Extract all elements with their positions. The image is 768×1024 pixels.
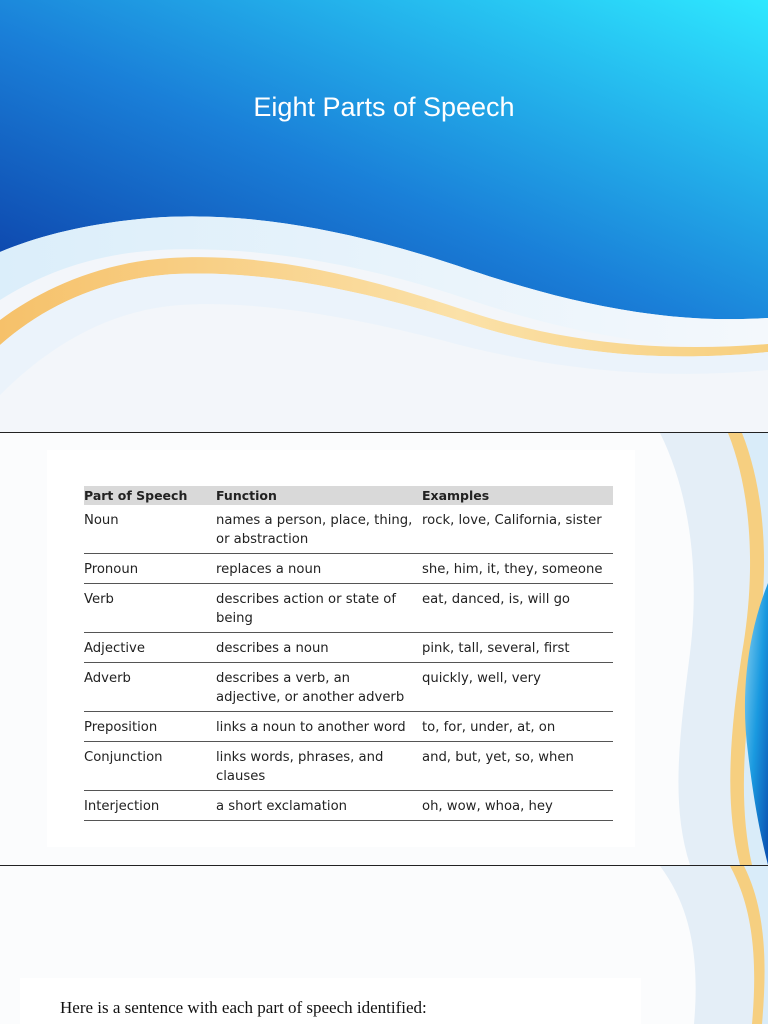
header-function: Function [216, 486, 422, 505]
cell-part: Adjective [84, 633, 216, 663]
cell-examples: to, for, under, at, on [422, 712, 613, 742]
cell-examples: she, him, it, they, someone [422, 554, 613, 584]
title-slide [0, 0, 768, 432]
cell-part: Interjection [84, 791, 216, 821]
parts-of-speech-table [84, 486, 613, 821]
table-header-row [84, 486, 613, 505]
cell-function: describes action or state of being [216, 584, 422, 633]
cell-function: links words, phrases, and clauses [216, 742, 422, 791]
table-row [84, 505, 613, 554]
header-examples: Examples [422, 486, 613, 505]
cell-examples: oh, wow, whoa, hey [422, 791, 613, 821]
sentence-intro-text: Here is a sentence with each part of speech identified: [60, 998, 427, 1017]
cell-part: Conjunction [84, 742, 216, 791]
cell-examples: rock, love, California, sister [422, 505, 613, 554]
sentence-slide [0, 866, 768, 1024]
cell-examples: and, but, yet, so, when [422, 742, 613, 791]
cell-part: Verb [84, 584, 216, 633]
sentence-panel [20, 978, 641, 1024]
cell-part: Adverb [84, 663, 216, 712]
table-row [84, 554, 613, 584]
cell-examples: eat, danced, is, will go [422, 584, 613, 633]
cell-examples: quickly, well, very [422, 663, 613, 712]
cell-function: describes a noun [216, 633, 422, 663]
cell-examples: pink, tall, several, first [422, 633, 613, 663]
table-row [84, 633, 613, 663]
table-slide [0, 433, 768, 865]
table-row [84, 712, 613, 742]
cell-part: Noun [84, 505, 216, 554]
cell-part: Pronoun [84, 554, 216, 584]
slide-background-waves [0, 0, 768, 432]
cell-function: names a person, place, thing, or abstraction [216, 505, 422, 554]
table-row [84, 584, 613, 633]
cell-function: links a noun to another word [216, 712, 422, 742]
slide-title: Eight Parts of Speech [253, 92, 515, 122]
table-row [84, 742, 613, 791]
cell-part: Preposition [84, 712, 216, 742]
parts-of-speech-table-panel [47, 450, 635, 847]
cell-function: describes a verb, an adjective, or another adverb [216, 663, 422, 712]
cell-function: replaces a noun [216, 554, 422, 584]
cell-function: a short exclamation [216, 791, 422, 821]
table-row [84, 663, 613, 712]
table-row [84, 791, 613, 821]
header-part-of-speech: Part of Speech [84, 486, 216, 505]
